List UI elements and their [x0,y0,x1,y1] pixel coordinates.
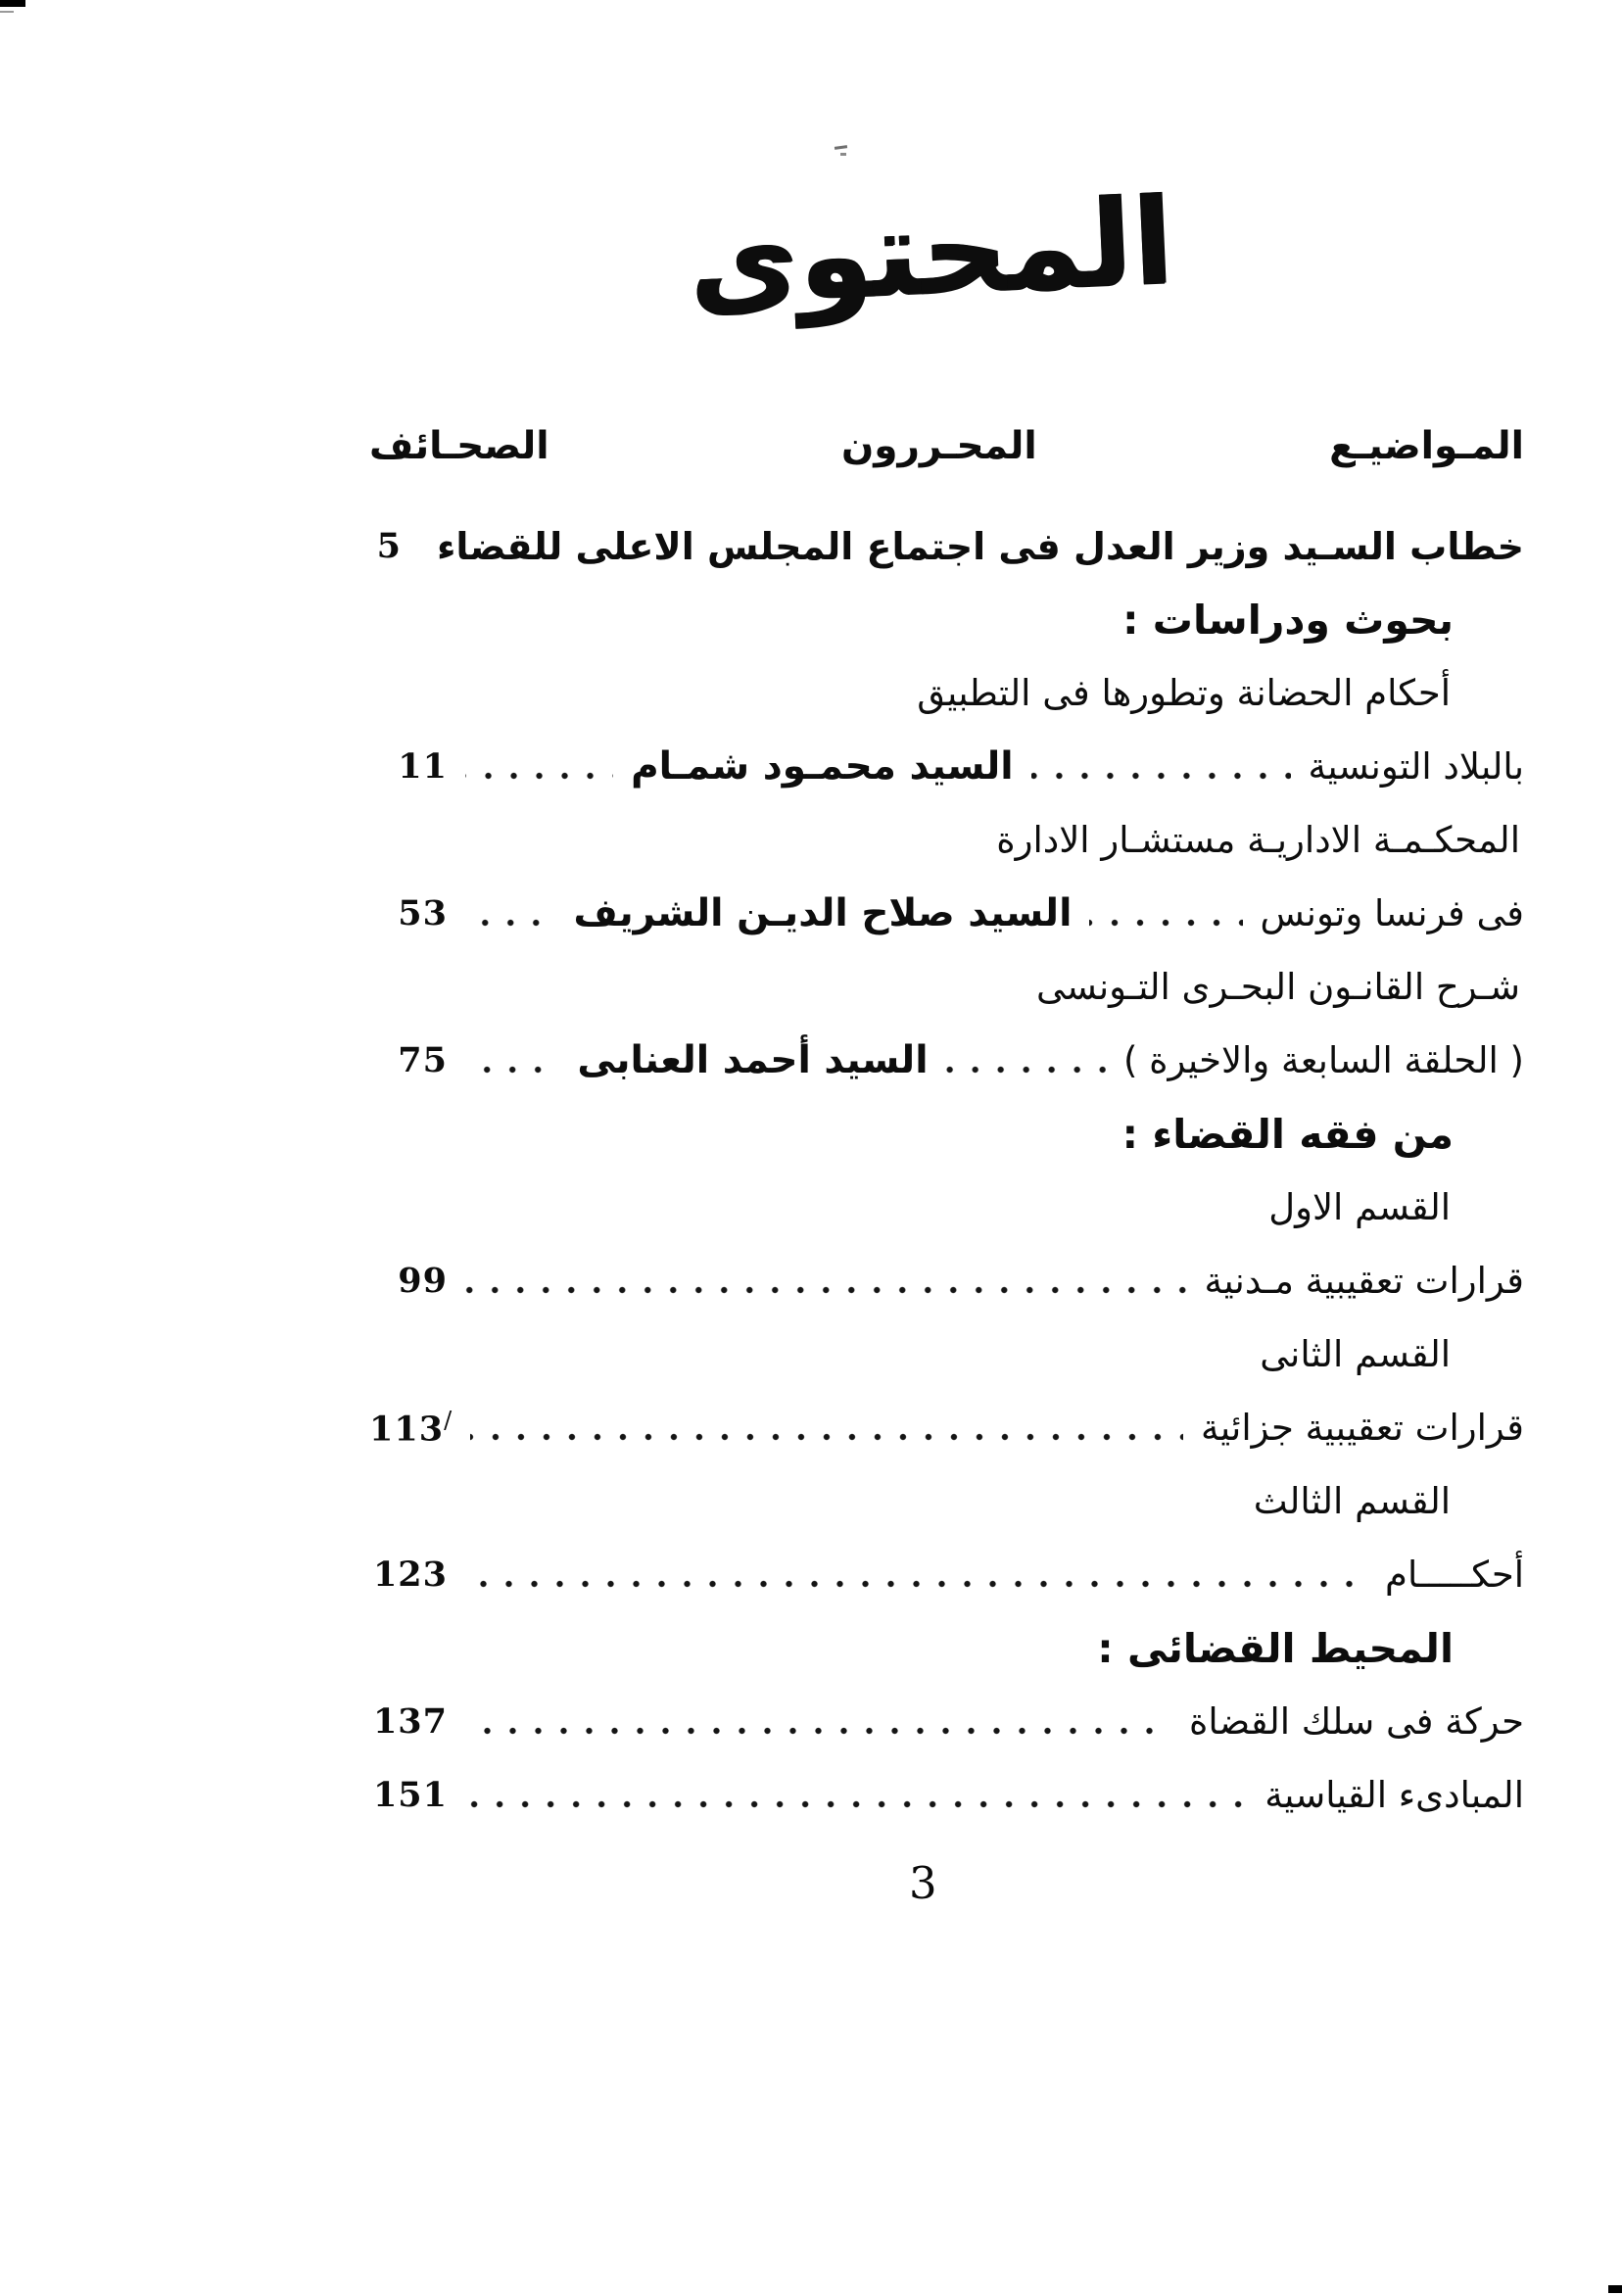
page-title: المحتوى [685,171,1176,332]
toc-plain-row [369,803,1524,877]
folio-page-number: 3 [909,1857,937,1909]
toc-heading-row [369,583,1524,656]
author-name: السيد صلاح الديـن الشريف [573,891,1073,935]
subline-text: المحكـمـة الاداريـة مستشـار الادارة [996,819,1520,861]
dot-leader [465,1284,1187,1296]
page-number: 123 [372,1555,448,1595]
scan-artifact-top-left [0,0,25,7]
section-heading-text: المحيط القضائى : [1097,1624,1454,1672]
section-heading-text: بحوث ودراسات : [1122,596,1454,644]
dot-leader [1089,917,1242,929]
dot-leader [470,1431,1183,1443]
author-name: السيد أحمد العنابى [577,1038,929,1082]
scan-speck-above-title [835,145,847,150]
toc-entry-row [369,1024,1524,1097]
toc-entry-row [369,1685,1524,1758]
toc-plain-row [369,656,1524,730]
dot-leader [465,1064,559,1076]
dot-leader [465,1798,1247,1810]
page-number-artifact: / [444,1406,453,1434]
page-number: 151 [372,1775,448,1815]
entry-text: أحكـــــام [1385,1554,1524,1596]
page-number: 11 [398,746,448,787]
dot-leader [465,1725,1171,1737]
toc-plain-row [369,1171,1524,1244]
column-header-editors: المحـررون [840,423,1037,468]
dot-leader [946,1064,1106,1076]
entry-text: المبادىء القياسية [1264,1774,1524,1816]
page-number: 53 [398,893,448,933]
dot-leader [465,770,613,782]
subline-text: القسم الثانى [1260,1333,1451,1375]
scan-artifact-top-left-line [0,11,14,13]
column-headers [369,415,1524,476]
entry-text: فى فرنسا وتونس [1260,892,1524,934]
toc-entry-row [369,730,1524,803]
section-heading-text: من فقه القضاء : [1121,1110,1454,1158]
toc-entry-row [369,509,1524,583]
toc-entry-row [369,1758,1524,1832]
column-header-pages: الصحـائف [369,423,549,468]
toc-list [369,509,1524,1832]
page-number: 99 [398,1261,448,1301]
toc-plain-row [369,950,1524,1024]
toc-heading-row [369,1611,1524,1685]
entry-text: بالبلاد التونسية [1308,745,1524,788]
entry-text: خطاب السـيد وزير العدل فى اجتماع المجلس الاعلى للقضاء [436,524,1524,568]
toc-entry-row [369,1244,1524,1317]
column-header-topics: المـواضيـع [1329,423,1524,468]
entry-text: قرارات تعقيبية جزائية [1201,1407,1524,1449]
scan-artifact-bottom-right [1608,2285,1622,2293]
subline-text: شـرح القانـون البحـرى التـونسى [1035,966,1520,1008]
page-number: 5 [376,526,402,566]
subline-text: القسم الثالث [1253,1480,1451,1522]
toc-entry-row [369,877,1524,950]
author-name: السيد محمـود شمـام [631,744,1014,789]
entry-text: قرارات تعقيبية مـدنية [1204,1260,1524,1302]
toc-plain-row [369,1464,1524,1538]
page-number: 75 [398,1040,448,1080]
toc-heading-row [369,1097,1524,1171]
entry-text: ( الحلقة السابعة والاخيرة ) [1122,1039,1524,1081]
dot-leader [1031,770,1291,782]
dot-leader [465,1578,1367,1590]
page-number: 137 [372,1701,448,1742]
dot-leader [465,917,556,929]
subline-text: أحكام الحضانة وتطورها فى التطبيق [917,672,1451,714]
toc-plain-row [369,1317,1524,1391]
toc-entry-row [369,1538,1524,1611]
page-number: 113/ [369,1406,453,1450]
entry-text: حركة فى سلك القضاة [1189,1700,1524,1743]
subline-text: القسم الاول [1268,1186,1451,1228]
toc-entry-row [369,1391,1524,1464]
